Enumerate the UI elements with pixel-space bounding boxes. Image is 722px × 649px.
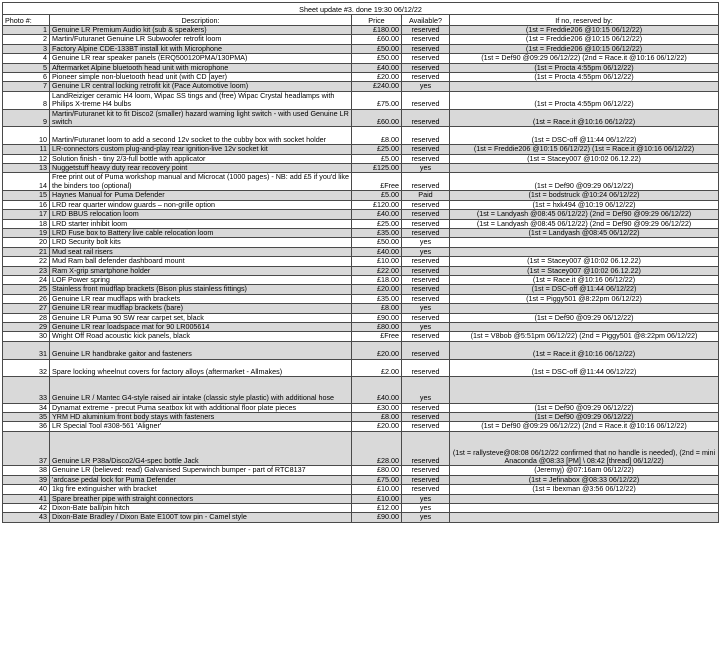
row-reserved-by[interactable]: [450, 322, 719, 331]
row-reserved-by[interactable]: (1st = DSC-off @11:44 06/12/22): [450, 359, 719, 377]
row-availability[interactable]: reserved: [402, 294, 450, 303]
row-description[interactable]: Spare locking wheelnut covers for factory alloys (aftermarket - Allmakes): [50, 359, 352, 377]
row-price[interactable]: £12.00: [352, 504, 402, 513]
row-reserved-by[interactable]: (1st = Def90 @09:29 06/12/22): [450, 403, 719, 412]
row-reserved-by[interactable]: (1st = Stacey007 @10:02 06.12.22): [450, 154, 719, 163]
row-price[interactable]: £2.00: [352, 359, 402, 377]
row-availability[interactable]: Paid: [402, 191, 450, 200]
row-availability[interactable]: reserved: [402, 431, 450, 466]
row-description[interactable]: 1kg fire extinguisher with bracket: [50, 485, 352, 494]
row-price[interactable]: £60.00: [352, 109, 402, 127]
row-description[interactable]: Martin/Futuranet kit to fit Disco2 (smaller) hazard warning light switch - with used Genuine LR switch: [50, 109, 352, 127]
row-number[interactable]: 4: [3, 54, 50, 63]
row-number[interactable]: 15: [3, 191, 50, 200]
row-number[interactable]: 13: [3, 164, 50, 173]
table-row: [3, 422, 719, 431]
row-price[interactable]: £5.00: [352, 191, 402, 200]
table-row: [3, 377, 719, 403]
row-description[interactable]: Wright Off Road acoustic kick panels, black: [50, 332, 352, 341]
row-reserved-by[interactable]: (1st = Def90 @09:29 06/12/22) (2nd = Race.it @10:16 06/12/22): [450, 54, 719, 63]
row-reserved-by[interactable]: [450, 82, 719, 91]
row-description[interactable]: Genuine LR central locking retrofit kit (Pace Automotive loom): [50, 82, 352, 91]
row-availability[interactable]: reserved: [402, 145, 450, 154]
row-description[interactable]: Mud Ram ball defender dashboard mount: [50, 257, 352, 266]
row-description[interactable]: Genuine LR rear mudflap brackets (bare): [50, 304, 352, 313]
row-description[interactable]: LRD Fuse box to Battery live cable relocation loom: [50, 228, 352, 237]
table-row: [3, 54, 719, 63]
row-price[interactable]: £18.00: [352, 275, 402, 284]
row-description[interactable]: Genuine LR rear speaker panels (ERQ500120PMA/130PMA): [50, 54, 352, 63]
row-number[interactable]: 30: [3, 332, 50, 341]
row-reserved-by[interactable]: [450, 164, 719, 173]
row-price[interactable]: £Free: [352, 332, 402, 341]
row-description[interactable]: Spare breather pipe with straight connectors: [50, 494, 352, 503]
row-price[interactable]: £35.00: [352, 228, 402, 237]
row-description[interactable]: LandReiziger ceramic H4 loom, Wipac SS tings and (free) Wipac Crystal headlamps with Philips X-treme H4 bulbs: [50, 91, 352, 109]
row-reserved-by[interactable]: (1st = DSC-off @11:44 06/12/22): [450, 285, 719, 294]
row-reserved-by[interactable]: (1st = Stacey007 @10:02 06.12.22): [450, 266, 719, 275]
table-row: [3, 154, 719, 163]
row-reserved-by[interactable]: (1st = DSC-off @11:44 06/12/22): [450, 127, 719, 145]
row-price[interactable]: £25.00: [352, 219, 402, 228]
header-price[interactable]: Price: [352, 15, 402, 26]
row-availability[interactable]: reserved: [402, 285, 450, 294]
row-availability[interactable]: reserved: [402, 359, 450, 377]
row-number[interactable]: 34: [3, 403, 50, 412]
row-price[interactable]: £90.00: [352, 513, 402, 522]
row-availability[interactable]: yes: [402, 238, 450, 247]
row-price[interactable]: £10.00: [352, 257, 402, 266]
table-row: [3, 219, 719, 228]
row-number[interactable]: 27: [3, 304, 50, 313]
row-price[interactable]: £80.00: [352, 466, 402, 475]
row-description[interactable]: LRD rear quarter window guards – non-grille option: [50, 200, 352, 209]
row-description[interactable]: LR Special Tool #308-561 'Aligner': [50, 422, 352, 431]
table-row: [3, 322, 719, 331]
row-price[interactable]: £60.00: [352, 35, 402, 44]
row-number[interactable]: 42: [3, 504, 50, 513]
row-description[interactable]: Stainless front mudflap brackets (Bison plus stainless fittings): [50, 285, 352, 294]
table-row: [3, 341, 719, 359]
row-description[interactable]: Mud seat rail risers: [50, 247, 352, 256]
row-reserved-by[interactable]: (1st = Landyash @08:45 06/12/22) (2nd = Def90 @09:29 06/12/22): [450, 219, 719, 228]
row-description[interactable]: Dynamat extreme - precut Puma seatbox kit with additional floor plate pieces: [50, 403, 352, 412]
row-number[interactable]: 39: [3, 475, 50, 484]
row-description[interactable]: Aftermarket Alpine bluetooth head unit with microphone: [50, 63, 352, 72]
row-number[interactable]: 25: [3, 285, 50, 294]
row-price[interactable]: £50.00: [352, 238, 402, 247]
table-row: [3, 403, 719, 412]
row-reserved-by[interactable]: (1st = Freddie206 @10:15 06/12/22): [450, 35, 719, 44]
row-availability[interactable]: reserved: [402, 109, 450, 127]
row-availability[interactable]: reserved: [402, 127, 450, 145]
row-reserved-by[interactable]: (1st = Piggy501 @8:22pm 06/12/22): [450, 294, 719, 303]
row-number[interactable]: 18: [3, 219, 50, 228]
table-row: [3, 304, 719, 313]
row-availability[interactable]: reserved: [402, 210, 450, 219]
row-description[interactable]: Genuine LR handbrake gaitor and fasteners: [50, 341, 352, 359]
row-availability[interactable]: reserved: [402, 257, 450, 266]
row-description[interactable]: LOF Power spring: [50, 275, 352, 284]
row-number[interactable]: 3: [3, 44, 50, 53]
row-price[interactable]: £50.00: [352, 44, 402, 53]
row-reserved-by[interactable]: (1st = Landyash @08:45 06/12/22): [450, 228, 719, 237]
row-reserved-by[interactable]: (Jeremyj) @07:16am 06/12/22): [450, 466, 719, 475]
row-description[interactable]: LRD Security bolt kits: [50, 238, 352, 247]
row-reserved-by[interactable]: (1st = rallysteve@08:08 06/12/22 confirmed that no handle is needed), (2nd = mini Anaconda @08:33 [PM] \ 08:42 [thread] 06/12/22): [450, 431, 719, 466]
row-description[interactable]: Genuine LR (believed: read) Galvanised Superwinch bumper - part of RTC8137: [50, 466, 352, 475]
row-number[interactable]: 10: [3, 127, 50, 145]
row-reserved-by[interactable]: [450, 504, 719, 513]
table-row: [3, 26, 719, 35]
row-price[interactable]: £20.00: [352, 422, 402, 431]
table-row: [3, 82, 719, 91]
row-price[interactable]: £80.00: [352, 322, 402, 331]
header-available[interactable]: Available?: [402, 15, 450, 26]
row-number[interactable]: 28: [3, 313, 50, 322]
row-number[interactable]: 35: [3, 412, 50, 421]
row-availability[interactable]: reserved: [402, 313, 450, 322]
row-number[interactable]: 43: [3, 513, 50, 522]
table-row: [3, 313, 719, 322]
row-number[interactable]: 31: [3, 341, 50, 359]
row-description[interactable]: YRM HD aluminium front body stays with fasteners: [50, 412, 352, 421]
table-row: [3, 191, 719, 200]
row-reserved-by[interactable]: [450, 513, 719, 522]
row-price[interactable]: £20.00: [352, 341, 402, 359]
row-description[interactable]: Pioneer simple non-bluetooth head unit (with CD [ayer): [50, 73, 352, 82]
row-reserved-by[interactable]: (1st = Race.it @10:16 06/12/22): [450, 109, 719, 127]
row-availability[interactable]: reserved: [402, 154, 450, 163]
row-availability[interactable]: reserved: [402, 35, 450, 44]
row-reserved-by[interactable]: [450, 494, 719, 503]
row-number[interactable]: 11: [3, 145, 50, 154]
row-number[interactable]: 1: [3, 26, 50, 35]
row-availability[interactable]: reserved: [402, 341, 450, 359]
row-reserved-by[interactable]: (1st = Procta 4:55pm 06/12/22): [450, 91, 719, 109]
row-price[interactable]: £75.00: [352, 475, 402, 484]
row-price[interactable]: £22.00: [352, 266, 402, 275]
row-price[interactable]: £28.00: [352, 431, 402, 466]
row-reserved-by[interactable]: [450, 304, 719, 313]
row-availability[interactable]: reserved: [402, 403, 450, 412]
table-row: [3, 200, 719, 209]
row-number[interactable]: 20: [3, 238, 50, 247]
table-row: [3, 238, 719, 247]
row-availability[interactable]: reserved: [402, 63, 450, 72]
row-description[interactable]: Genuine LR rear mudflaps with brackets: [50, 294, 352, 303]
row-availability[interactable]: yes: [402, 164, 450, 173]
row-number[interactable]: 26: [3, 294, 50, 303]
row-reserved-by[interactable]: (1st = Landyash @08:45 06/12/22) (2nd = Def90 @09:29 06/12/22): [450, 210, 719, 219]
row-price[interactable]: £25.00: [352, 145, 402, 154]
row-availability[interactable]: reserved: [402, 332, 450, 341]
row-description[interactable]: Free print out of Puma workshop manual and Microcat (1000 pages) - NB: add £5 if you'd like the binders too (optional): [50, 173, 352, 191]
sheet-title: Sheet update #3. done 19:30 06/12/22: [3, 3, 719, 15]
row-description[interactable]: Nuggetstuff heavy duty rear recovery point: [50, 164, 352, 173]
row-availability[interactable]: reserved: [402, 26, 450, 35]
row-number[interactable]: 36: [3, 422, 50, 431]
row-number[interactable]: 22: [3, 257, 50, 266]
table-row: [3, 285, 719, 294]
row-availability[interactable]: reserved: [402, 44, 450, 53]
table-row: [3, 359, 719, 377]
table-row: [3, 35, 719, 44]
table-row: [3, 513, 719, 522]
row-availability[interactable]: reserved: [402, 275, 450, 284]
table-row: [3, 91, 719, 109]
row-availability[interactable]: yes: [402, 322, 450, 331]
row-reserved-by[interactable]: (1st = Def90 @09:29 06/12/22): [450, 412, 719, 421]
row-reserved-by[interactable]: (1st = Ibexman @3:56 06/12/22): [450, 485, 719, 494]
table-row: [3, 466, 719, 475]
table-row: [3, 294, 719, 303]
row-description[interactable]: Dixon-Bate ball/pin hitch: [50, 504, 352, 513]
row-availability[interactable]: reserved: [402, 466, 450, 475]
listing-table: [2, 2, 719, 523]
row-availability[interactable]: yes: [402, 494, 450, 503]
row-description[interactable]: 'ardcase pedal lock for Puma Defender: [50, 475, 352, 484]
row-reserved-by[interactable]: (1st = Jefinabox @08:33 06/12/22): [450, 475, 719, 484]
row-reserved-by[interactable]: (1st = Def90 @09:29 06/12/22): [450, 173, 719, 191]
row-description[interactable]: Genuine LR Puma 90 SW rear carpet set, black: [50, 313, 352, 322]
row-reserved-by[interactable]: [450, 238, 719, 247]
row-availability[interactable]: yes: [402, 513, 450, 522]
row-reserved-by[interactable]: (1st = Freddie206 @10:15 06/12/22): [450, 26, 719, 35]
row-price[interactable]: £40.00: [352, 210, 402, 219]
row-price[interactable]: £40.00: [352, 377, 402, 403]
spreadsheet: [2, 2, 718, 523]
row-availability[interactable]: reserved: [402, 73, 450, 82]
row-number[interactable]: 29: [3, 322, 50, 331]
row-price[interactable]: £40.00: [352, 247, 402, 256]
table-row: [3, 228, 719, 237]
table-row: [3, 173, 719, 191]
row-availability[interactable]: yes: [402, 304, 450, 313]
row-reserved-by[interactable]: (1st = bodstruck @10:24 06/12/22): [450, 191, 719, 200]
row-reserved-by[interactable]: (1st = hxk494 @10:19 06/12/22): [450, 200, 719, 209]
row-availability[interactable]: yes: [402, 377, 450, 403]
row-number[interactable]: 12: [3, 154, 50, 163]
table-row: [3, 210, 719, 219]
row-price[interactable]: £Free: [352, 173, 402, 191]
row-reserved-by[interactable]: (1st = Def90 @09:29 06/12/22) (2nd = Race.it @10:16 06/12/22): [450, 422, 719, 431]
row-description[interactable]: Dixon-Bate Bradley / Dixon Bate E100T tow pin - Camel style: [50, 513, 352, 522]
row-availability[interactable]: reserved: [402, 219, 450, 228]
row-price[interactable]: £8.00: [352, 127, 402, 145]
row-reserved-by[interactable]: (1st = Race.it @10:16 06/12/22): [450, 341, 719, 359]
table-row: [3, 145, 719, 154]
row-availability[interactable]: reserved: [402, 54, 450, 63]
table-body: [3, 26, 719, 523]
row-availability[interactable]: reserved: [402, 475, 450, 484]
table-row: [3, 266, 719, 275]
row-price[interactable]: £75.00: [352, 91, 402, 109]
row-number[interactable]: 40: [3, 485, 50, 494]
table-row: [3, 332, 719, 341]
row-description[interactable]: Ram X-grip smartphone holder: [50, 266, 352, 275]
row-number[interactable]: 21: [3, 247, 50, 256]
row-price[interactable]: £20.00: [352, 73, 402, 82]
row-availability[interactable]: reserved: [402, 173, 450, 191]
row-availability[interactable]: yes: [402, 504, 450, 513]
table-row: [3, 44, 719, 53]
row-price[interactable]: £90.00: [352, 313, 402, 322]
header-reserved-by[interactable]: If no, reserved by:: [450, 15, 719, 26]
table-row: [3, 504, 719, 513]
row-availability[interactable]: yes: [402, 82, 450, 91]
table-row: [3, 431, 719, 466]
table-row: [3, 247, 719, 256]
row-description[interactable]: Solution finish - tiny 2/3-full bottle with applicator: [50, 154, 352, 163]
row-reserved-by[interactable]: (1st = Procta 4:55pm 06/12/22): [450, 73, 719, 82]
table-row: [3, 275, 719, 284]
header-description[interactable]: Description:: [50, 15, 352, 26]
row-reserved-by[interactable]: (1st = Stacey007 @10:02 06.12.22): [450, 257, 719, 266]
row-number[interactable]: 24: [3, 275, 50, 284]
row-number[interactable]: 16: [3, 200, 50, 209]
row-number[interactable]: 2: [3, 35, 50, 44]
row-reserved-by[interactable]: (1st = Freddie206 @10:15 06/12/22) (1st = Race.it @10:16 06/12/22): [450, 145, 719, 154]
table-row: [3, 485, 719, 494]
row-price[interactable]: £10.00: [352, 485, 402, 494]
row-description[interactable]: Genuine LR / Mantec G4-style raised air intake (classic style plastic) with additional hose: [50, 377, 352, 403]
table-row: [3, 73, 719, 82]
row-price[interactable]: £40.00: [352, 63, 402, 72]
row-description[interactable]: LR-connectors custom plug-and-play rear ignition-live 12v socket kit: [50, 145, 352, 154]
row-price[interactable]: £8.00: [352, 412, 402, 421]
row-reserved-by[interactable]: (1st = Freddie206 @10:15 06/12/22): [450, 44, 719, 53]
row-price[interactable]: £35.00: [352, 294, 402, 303]
row-availability[interactable]: reserved: [402, 228, 450, 237]
table-row: [3, 63, 719, 72]
row-price[interactable]: £120.00: [352, 200, 402, 209]
row-description[interactable]: Martin/Futuranet loom to add a second 12v socket to the cubby box with socket holder: [50, 127, 352, 145]
row-availability[interactable]: reserved: [402, 91, 450, 109]
row-description[interactable]: Factory Alpine CDE-133BT install kit with Microphone: [50, 44, 352, 53]
table-row: [3, 475, 719, 484]
row-description[interactable]: LRD BBUS relocation loom: [50, 210, 352, 219]
row-price[interactable]: £10.00: [352, 494, 402, 503]
row-price[interactable]: £240.00: [352, 82, 402, 91]
row-number[interactable]: 33: [3, 377, 50, 403]
row-reserved-by[interactable]: (1st = Def90 @09:29 06/12/22): [450, 313, 719, 322]
row-availability[interactable]: yes: [402, 247, 450, 256]
row-reserved-by[interactable]: (1st = V8bob @5:51pm 06/12/22) (2nd = Piggy501 @8:22pm 06/12/22): [450, 332, 719, 341]
table-row: [3, 257, 719, 266]
row-description[interactable]: Genuine LR Premium Audio kit (sub & speakers): [50, 26, 352, 35]
row-number[interactable]: 37: [3, 431, 50, 466]
row-price[interactable]: £5.00: [352, 154, 402, 163]
row-number[interactable]: 32: [3, 359, 50, 377]
row-number[interactable]: 17: [3, 210, 50, 219]
row-number[interactable]: 14: [3, 173, 50, 191]
table-row: [3, 127, 719, 145]
row-number[interactable]: 38: [3, 466, 50, 475]
row-number[interactable]: 6: [3, 73, 50, 82]
row-price[interactable]: £125.00: [352, 164, 402, 173]
row-availability[interactable]: reserved: [402, 422, 450, 431]
table-row: [3, 494, 719, 503]
row-description[interactable]: Genuine LR rear loadspace mat for 90 LR005614: [50, 322, 352, 331]
row-reserved-by[interactable]: (1st = Race.it @10:16 06/12/22): [450, 275, 719, 284]
row-number[interactable]: 7: [3, 82, 50, 91]
row-number[interactable]: 41: [3, 494, 50, 503]
row-price[interactable]: £180.00: [352, 26, 402, 35]
header-photo[interactable]: Photo #:: [3, 15, 50, 26]
row-availability[interactable]: reserved: [402, 485, 450, 494]
row-price[interactable]: £50.00: [352, 54, 402, 63]
row-price[interactable]: £30.00: [352, 403, 402, 412]
row-description[interactable]: Genuine LR P38a/Disco2/G4-spec bottle Jack: [50, 431, 352, 466]
row-number[interactable]: 8: [3, 91, 50, 109]
row-description[interactable]: Haynes Manual for Puma Defender: [50, 191, 352, 200]
row-number[interactable]: 5: [3, 63, 50, 72]
row-availability[interactable]: reserved: [402, 266, 450, 275]
row-availability[interactable]: reserved: [402, 412, 450, 421]
row-price[interactable]: £8.00: [352, 304, 402, 313]
row-number[interactable]: 23: [3, 266, 50, 275]
row-reserved-by[interactable]: [450, 377, 719, 403]
row-number[interactable]: 9: [3, 109, 50, 127]
table-row: [3, 109, 719, 127]
row-availability[interactable]: reserved: [402, 200, 450, 209]
row-reserved-by[interactable]: [450, 247, 719, 256]
row-price[interactable]: £20.00: [352, 285, 402, 294]
row-number[interactable]: 19: [3, 228, 50, 237]
row-description[interactable]: LRD starter inhibit loom: [50, 219, 352, 228]
table-row: [3, 412, 719, 421]
row-reserved-by[interactable]: (1st = Procta 4:55pm 06/12/22): [450, 63, 719, 72]
table-row: [3, 164, 719, 173]
row-description[interactable]: Martin/Futuranet Genuine LR Subwoofer retrofit loom: [50, 35, 352, 44]
